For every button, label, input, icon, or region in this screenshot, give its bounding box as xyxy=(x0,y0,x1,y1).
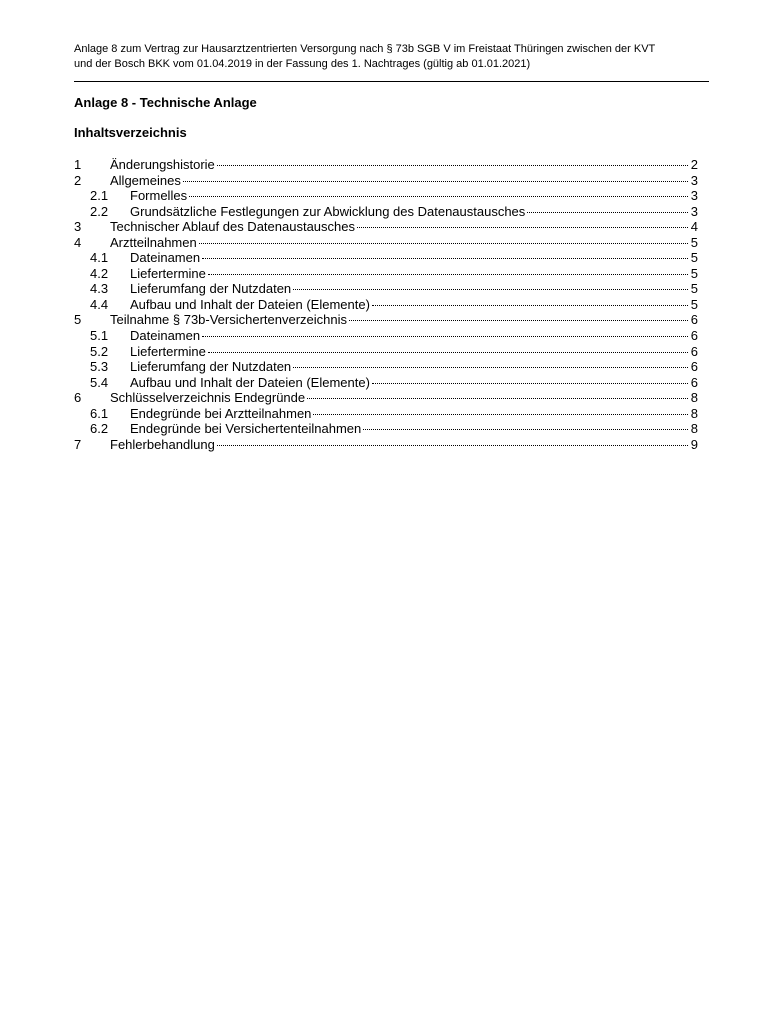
toc-dot-leader xyxy=(189,196,688,197)
toc-dot-leader xyxy=(349,320,688,321)
toc-entry-number: 4.4 xyxy=(90,296,109,312)
toc-entry-page-number: 3 xyxy=(690,188,698,204)
toc-entry-number: 2.1 xyxy=(90,188,109,204)
toc-entry-title: Technischer Ablauf des Datenaustausches xyxy=(110,219,355,235)
table-of-contents xyxy=(74,157,698,452)
toc-dot-leader xyxy=(372,383,688,384)
toc-entry[interactable] xyxy=(74,204,698,220)
toc-entry[interactable] xyxy=(74,390,698,406)
toc-entry-page-number: 6 xyxy=(690,343,698,359)
toc-entry-title: Lieferumfang der Nutzdaten xyxy=(130,359,292,375)
toc-entry-number: 4.3 xyxy=(90,281,109,297)
toc-entry-title: Fehlerbehandlung xyxy=(110,436,215,452)
toc-entry-number: 5 xyxy=(74,312,82,328)
toc-dot-leader xyxy=(183,181,688,182)
toc-entry-title: Schlüsselverzeichnis Endegründe xyxy=(110,390,306,406)
header-line-2: und der Bosch BKK vom 01.04.2019 in der Fassung des 1. Nachtrages (gültig ab 01.01.2021) xyxy=(74,58,531,70)
toc-heading: Inhaltsverzeichnis xyxy=(74,125,187,140)
toc-entry[interactable] xyxy=(74,312,698,328)
toc-entry-page-number: 5 xyxy=(690,250,698,266)
toc-entry-page-number: 3 xyxy=(690,172,698,188)
toc-entry[interactable] xyxy=(74,297,698,313)
toc-entry[interactable] xyxy=(74,188,698,204)
toc-dot-leader xyxy=(208,352,688,353)
toc-entry-title: Dateinamen xyxy=(130,250,201,266)
toc-entry-page-number: 5 xyxy=(690,281,698,297)
toc-entry-page-number: 9 xyxy=(690,436,698,452)
toc-entry-title: Liefertermine xyxy=(130,343,206,359)
toc-entry-title: Endegründe bei Arztteilnahmen xyxy=(130,405,312,421)
toc-entry[interactable] xyxy=(74,266,698,282)
toc-entry[interactable] xyxy=(74,281,698,297)
toc-entry-number: 2 xyxy=(74,172,82,188)
toc-entry-page-number: 5 xyxy=(690,234,698,250)
toc-dot-leader xyxy=(293,367,688,368)
toc-entry-number: 6.2 xyxy=(90,421,109,437)
toc-entry-number: 5.3 xyxy=(90,359,109,375)
toc-entry-page-number: 8 xyxy=(690,421,698,437)
toc-entry-title: Allgemeines xyxy=(110,172,181,188)
toc-entry-page-number: 2 xyxy=(690,157,698,172)
toc-entry-page-number: 5 xyxy=(690,296,698,312)
toc-entry[interactable] xyxy=(74,328,698,344)
toc-dot-leader xyxy=(313,414,688,415)
toc-entry-page-number: 3 xyxy=(690,203,698,219)
toc-entry[interactable] xyxy=(74,421,698,437)
toc-dot-leader xyxy=(527,212,688,213)
toc-entry-page-number: 8 xyxy=(690,405,698,421)
toc-entry-number: 5.2 xyxy=(90,343,109,359)
toc-entry-number: 2.2 xyxy=(90,203,109,219)
toc-entry-title: Arztteilnahmen xyxy=(110,234,197,250)
toc-entry[interactable] xyxy=(74,250,698,266)
toc-entry-title: Aufbau und Inhalt der Dateien (Elemente) xyxy=(130,296,370,312)
toc-entry[interactable] xyxy=(74,235,698,251)
toc-entry-number: 5.1 xyxy=(90,328,109,344)
toc-dot-leader xyxy=(357,227,688,228)
toc-entry-title: Liefertermine xyxy=(130,265,206,281)
toc-dot-leader xyxy=(363,429,688,430)
toc-entry-page-number: 4 xyxy=(690,219,698,235)
toc-dot-leader xyxy=(217,445,688,446)
toc-entry[interactable] xyxy=(74,359,698,375)
toc-entry-number: 7 xyxy=(74,436,82,452)
toc-entry-title: Änderungshistorie xyxy=(110,157,215,172)
toc-dot-leader xyxy=(199,243,688,244)
toc-dot-leader xyxy=(217,165,688,166)
toc-dot-leader xyxy=(208,274,688,275)
toc-entry[interactable] xyxy=(74,344,698,360)
toc-dot-leader xyxy=(372,305,688,306)
toc-entry-title: Teilnahme § 73b-Versichertenverzeichnis xyxy=(110,312,348,328)
toc-entry-title: Dateinamen xyxy=(130,328,201,344)
toc-entry[interactable] xyxy=(74,173,698,189)
toc-entry-number: 5.4 xyxy=(90,374,109,390)
toc-entry[interactable] xyxy=(74,157,698,173)
toc-entry-page-number: 6 xyxy=(690,374,698,390)
toc-entry-number: 4.1 xyxy=(90,250,109,266)
toc-entry-page-number: 8 xyxy=(690,390,698,406)
toc-entry-number: 6.1 xyxy=(90,405,109,421)
toc-entry-title: Formelles xyxy=(130,188,188,204)
toc-dot-leader xyxy=(202,258,688,259)
toc-dot-leader xyxy=(293,289,688,290)
header-divider xyxy=(74,81,709,82)
page-header xyxy=(74,42,714,72)
toc-dot-leader xyxy=(307,398,688,399)
toc-dot-leader xyxy=(202,336,688,337)
toc-entry-number: 4.2 xyxy=(90,265,109,281)
toc-entry-number: 6 xyxy=(74,390,82,406)
document-title: Anlage 8 - Technische Anlage xyxy=(74,95,257,110)
toc-entry-number: 3 xyxy=(74,219,82,235)
toc-entry-title: Grundsätzliche Festlegungen zur Abwicklung des Datenaustausches xyxy=(130,203,526,219)
toc-entry-title: Endegründe bei Versichertenteilnahmen xyxy=(130,421,362,437)
toc-entry-title: Aufbau und Inhalt der Dateien (Elemente) xyxy=(130,374,370,390)
toc-entry[interactable] xyxy=(74,406,698,422)
header-line-1: Anlage 8 zum Vertrag zur Hausarztzentrierten Versorgung nach § 73b SGB V im Freistaat Thüringen zwischen der KVT xyxy=(74,43,656,55)
toc-entry-page-number: 6 xyxy=(690,359,698,375)
toc-entry-page-number: 5 xyxy=(690,265,698,281)
toc-entry-page-number: 6 xyxy=(690,328,698,344)
toc-entry-number: 4 xyxy=(74,234,82,250)
toc-entry-number: 1 xyxy=(74,157,82,172)
toc-entry-page-number: 6 xyxy=(690,312,698,328)
toc-entry[interactable] xyxy=(74,437,698,453)
toc-entry[interactable] xyxy=(74,219,698,235)
toc-entry-title: Lieferumfang der Nutzdaten xyxy=(130,281,292,297)
toc-entry[interactable] xyxy=(74,375,698,391)
